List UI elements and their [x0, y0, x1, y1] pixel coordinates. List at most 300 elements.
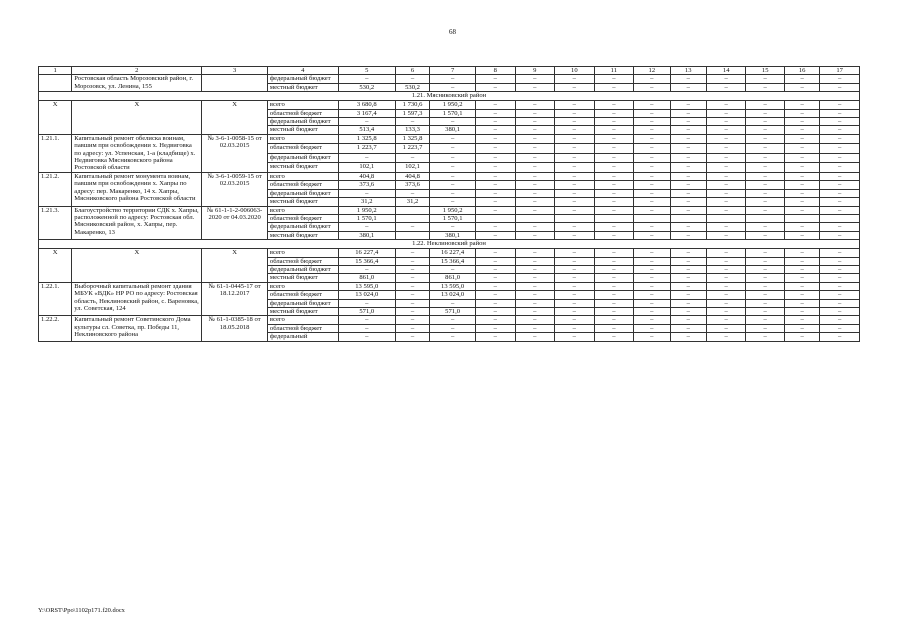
amount-cell: – — [820, 206, 860, 214]
amount-cell: – — [820, 144, 860, 154]
table-row — [39, 101, 860, 109]
amount-cell: – — [706, 83, 746, 91]
amount-cell: – — [706, 144, 746, 154]
amount-cell: – — [555, 333, 595, 341]
amount-cell: – — [820, 249, 860, 257]
amount-cell: – — [820, 153, 860, 163]
summary-marker: Х — [202, 249, 268, 283]
amount-cell: 102,1 — [338, 163, 395, 173]
amount-cell: – — [670, 118, 706, 126]
amount-cell: – — [555, 249, 595, 257]
amount-cell: – — [395, 118, 429, 126]
amount-cell: – — [555, 198, 595, 206]
amount-cell: – — [784, 109, 819, 117]
amount-cell: – — [555, 274, 595, 282]
amount-cell: – — [706, 299, 746, 307]
amount-cell: – — [820, 231, 860, 239]
amount-cell: – — [515, 257, 555, 265]
amount-cell: 380,1 — [430, 231, 476, 239]
column-number-header: 3 — [202, 67, 268, 75]
amount-cell: – — [555, 75, 595, 83]
amount-cell: – — [634, 109, 670, 117]
amount-cell: – — [670, 333, 706, 341]
amount-cell: – — [634, 231, 670, 239]
summary-marker: Х — [72, 249, 202, 283]
amount-cell: – — [395, 307, 429, 315]
amount-cell: – — [475, 282, 515, 290]
amount-cell: – — [746, 274, 785, 282]
amount-cell: – — [670, 126, 706, 134]
amount-cell: 15 366,4 — [338, 257, 395, 265]
object-description: Капитальный ремонт монумента воинам, павшим при освобождении х. Хапры по адресу: пер. Макаренко, 14 х. Хапры, Мясниковского района Ростовской области — [72, 172, 202, 206]
amount-cell: – — [594, 324, 634, 332]
amount-cell: – — [475, 172, 515, 180]
amount-cell — [594, 214, 634, 222]
amount-cell: – — [475, 274, 515, 282]
table-row — [39, 134, 860, 144]
summary-marker: Х — [202, 101, 268, 135]
amount-cell: 380,1 — [430, 126, 476, 134]
amount-cell: – — [746, 333, 785, 341]
amount-cell: – — [670, 163, 706, 173]
amount-cell: – — [475, 206, 515, 214]
document-number: № 61-1-0385-18 от 18.05.2018 — [202, 316, 268, 341]
amount-cell: – — [670, 181, 706, 189]
amount-cell: – — [594, 198, 634, 206]
amount-cell: – — [555, 118, 595, 126]
amount-cell: – — [746, 231, 785, 239]
amount-cell: – — [706, 101, 746, 109]
table-row — [39, 172, 860, 180]
amount-cell: – — [515, 307, 555, 315]
amount-cell: – — [475, 324, 515, 332]
amount-cell: – — [746, 163, 785, 173]
amount-cell: – — [475, 231, 515, 239]
amount-cell: 13 595,0 — [430, 282, 476, 290]
budget-type-label: областной бюджет — [267, 144, 338, 154]
budget-type-label: областной бюджет — [267, 257, 338, 265]
amount-cell: – — [515, 75, 555, 83]
amount-cell: – — [395, 316, 429, 324]
amount-cell: – — [670, 189, 706, 197]
amount-cell: – — [338, 75, 395, 83]
budget-type-label: областной бюджет — [267, 214, 338, 222]
amount-cell: – — [594, 265, 634, 273]
column-number-header: 17 — [820, 67, 860, 75]
amount-cell: – — [555, 126, 595, 134]
amount-cell: 1 223,7 — [395, 144, 429, 154]
amount-cell: – — [594, 206, 634, 214]
amount-cell: – — [430, 299, 476, 307]
amount-cell: 31,2 — [338, 198, 395, 206]
amount-cell: – — [706, 324, 746, 332]
amount-cell: – — [515, 118, 555, 126]
amount-cell: – — [634, 265, 670, 273]
amount-cell: – — [430, 118, 476, 126]
column-number-header: 10 — [555, 67, 595, 75]
amount-cell: – — [706, 134, 746, 144]
amount-cell: – — [634, 118, 670, 126]
amount-cell: – — [594, 163, 634, 173]
amount-cell: – — [746, 198, 785, 206]
budget-type-label: всего — [267, 172, 338, 180]
amount-cell: – — [784, 153, 819, 163]
amount-cell: – — [475, 126, 515, 134]
budget-type-label: всего — [267, 134, 338, 144]
amount-cell: 530,2 — [338, 83, 395, 91]
section-heading-row — [39, 240, 860, 249]
amount-cell: – — [670, 231, 706, 239]
column-number-header: 14 — [706, 67, 746, 75]
amount-cell: – — [634, 257, 670, 265]
amount-cell: – — [475, 249, 515, 257]
amount-cell: – — [706, 316, 746, 324]
amount-cell: – — [515, 291, 555, 299]
amount-cell — [820, 214, 860, 222]
file-path-footer: Y:\ORST\Ppo\1102p171.f20.docx — [38, 607, 125, 614]
amount-cell: – — [746, 299, 785, 307]
amount-cell: – — [670, 223, 706, 231]
budget-type-label: всего — [267, 101, 338, 109]
amount-cell: – — [430, 172, 476, 180]
amount-cell: – — [746, 126, 785, 134]
amount-cell: – — [784, 134, 819, 144]
amount-cell: – — [395, 265, 429, 273]
amount-cell: – — [634, 206, 670, 214]
amount-cell: 15 366,4 — [430, 257, 476, 265]
budget-type-label: федеральный бюджет — [267, 265, 338, 273]
amount-cell: – — [475, 118, 515, 126]
amount-cell: – — [594, 307, 634, 315]
amount-cell: – — [634, 324, 670, 332]
amount-cell: – — [515, 333, 555, 341]
amount-cell: – — [515, 181, 555, 189]
table-row — [39, 316, 860, 324]
amount-cell: – — [430, 134, 476, 144]
amount-cell: 530,2 — [395, 83, 429, 91]
amount-cell: – — [515, 274, 555, 282]
amount-cell: – — [515, 231, 555, 239]
amount-cell: – — [670, 198, 706, 206]
column-number-header: 4 — [267, 67, 338, 75]
column-number-header: 9 — [515, 67, 555, 75]
amount-cell: – — [706, 198, 746, 206]
amount-cell: – — [555, 316, 595, 324]
budget-type-label: областной бюджет — [267, 109, 338, 117]
amount-cell: – — [515, 163, 555, 173]
budget-type-label: федеральный бюджет — [267, 223, 338, 231]
amount-cell: – — [820, 109, 860, 117]
amount-cell: – — [594, 101, 634, 109]
summary-marker: Х — [72, 101, 202, 135]
budget-type-label: федеральный бюджет — [267, 153, 338, 163]
column-number-header: 11 — [594, 67, 634, 75]
amount-cell: – — [634, 83, 670, 91]
item-number: 1.22.2. — [39, 316, 72, 341]
amount-cell: – — [555, 291, 595, 299]
amount-cell: 16 227,4 — [338, 249, 395, 257]
object-description: Благоустройство территории СДК х. Хапры, расположенной по адресу: Ростовская обл. Мясниковский район, х. Хапры, пер. Макаренко, 13 — [72, 206, 202, 240]
amount-cell: – — [820, 257, 860, 265]
amount-cell — [746, 214, 785, 222]
amount-cell: 861,0 — [430, 274, 476, 282]
amount-cell: 1 950,2 — [430, 206, 476, 214]
column-number-header: 12 — [634, 67, 670, 75]
table-row — [39, 75, 860, 83]
document-number: № 61-1-1-2-006063-2020 от 04.03.2020 — [202, 206, 268, 240]
amount-cell: – — [430, 83, 476, 91]
budget-type-label: всего — [267, 282, 338, 290]
amount-cell: – — [475, 265, 515, 273]
amount-cell: – — [338, 316, 395, 324]
amount-cell: 3 167,4 — [338, 109, 395, 117]
amount-cell: – — [475, 189, 515, 197]
column-number-header: 1 — [39, 67, 72, 75]
amount-cell: – — [670, 282, 706, 290]
amount-cell: – — [746, 249, 785, 257]
amount-cell: – — [338, 333, 395, 341]
budget-type-label: областной бюджет — [267, 324, 338, 332]
amount-cell: – — [594, 316, 634, 324]
table-row — [39, 206, 860, 214]
amount-cell: – — [594, 274, 634, 282]
amount-cell: – — [555, 181, 595, 189]
amount-cell: – — [706, 153, 746, 163]
amount-cell: 1 950,2 — [338, 206, 395, 214]
amount-cell: – — [634, 163, 670, 173]
amount-cell: – — [784, 257, 819, 265]
item-number: 1.22.1. — [39, 282, 72, 316]
amount-cell: – — [706, 307, 746, 315]
amount-cell: – — [746, 134, 785, 144]
amount-cell: 404,8 — [395, 172, 429, 180]
budget-type-label: областной бюджет — [267, 291, 338, 299]
amount-cell: – — [395, 324, 429, 332]
amount-cell: – — [475, 153, 515, 163]
amount-cell: – — [706, 249, 746, 257]
amount-cell — [706, 214, 746, 222]
amount-cell: – — [784, 231, 819, 239]
amount-cell: – — [555, 172, 595, 180]
amount-cell: – — [338, 118, 395, 126]
amount-cell: – — [594, 299, 634, 307]
amount-cell: – — [594, 118, 634, 126]
amount-cell: – — [555, 83, 595, 91]
amount-cell: – — [634, 307, 670, 315]
amount-cell: – — [475, 307, 515, 315]
amount-cell: – — [634, 126, 670, 134]
amount-cell: 1 597,3 — [395, 109, 429, 117]
amount-cell: – — [634, 316, 670, 324]
section-title: 1.21. Мясниковский район — [39, 92, 860, 101]
budget-type-label: местный бюджет — [267, 126, 338, 134]
amount-cell: – — [594, 144, 634, 154]
amount-cell: – — [670, 134, 706, 144]
amount-cell: – — [746, 206, 785, 214]
amount-cell: – — [670, 153, 706, 163]
amount-cell: – — [820, 134, 860, 144]
amount-cell: 1 325,8 — [395, 134, 429, 144]
amount-cell: – — [820, 83, 860, 91]
amount-cell: – — [706, 291, 746, 299]
amount-cell: – — [430, 189, 476, 197]
amount-cell: – — [820, 282, 860, 290]
amount-cell: – — [594, 189, 634, 197]
amount-cell: – — [555, 231, 595, 239]
amount-cell: – — [555, 265, 595, 273]
amount-cell: – — [784, 172, 819, 180]
amount-cell: – — [784, 75, 819, 83]
amount-cell: – — [515, 83, 555, 91]
amount-cell: – — [670, 249, 706, 257]
amount-cell: – — [475, 144, 515, 154]
amount-cell: – — [515, 101, 555, 109]
amount-cell: – — [430, 324, 476, 332]
amount-cell: – — [820, 307, 860, 315]
amount-cell: – — [706, 257, 746, 265]
amount-cell: – — [594, 172, 634, 180]
amount-cell: – — [746, 181, 785, 189]
amount-cell: – — [746, 153, 785, 163]
amount-cell: – — [475, 101, 515, 109]
amount-cell: – — [746, 144, 785, 154]
amount-cell: – — [670, 274, 706, 282]
amount-cell: – — [555, 101, 595, 109]
amount-cell: – — [475, 257, 515, 265]
amount-cell: – — [820, 172, 860, 180]
amount-cell: – — [670, 299, 706, 307]
amount-cell: – — [820, 316, 860, 324]
amount-cell: – — [634, 101, 670, 109]
amount-cell: – — [784, 316, 819, 324]
amount-cell: 571,0 — [338, 307, 395, 315]
amount-cell: – — [594, 153, 634, 163]
amount-cell: – — [784, 282, 819, 290]
amount-cell: – — [784, 223, 819, 231]
amount-cell: – — [784, 181, 819, 189]
amount-cell: – — [395, 333, 429, 341]
amount-cell: 1 570,1 — [430, 214, 476, 222]
amount-cell: – — [430, 333, 476, 341]
amount-cell: – — [784, 324, 819, 332]
table-row — [39, 249, 860, 257]
column-number-header: 7 — [430, 67, 476, 75]
amount-cell: – — [515, 265, 555, 273]
amount-cell: – — [634, 153, 670, 163]
amount-cell: – — [820, 181, 860, 189]
amount-cell: – — [594, 126, 634, 134]
amount-cell: 1 730,6 — [395, 101, 429, 109]
amount-cell: – — [784, 118, 819, 126]
document-number: № 3-6-1-0058-15 от 02.03.2015 — [202, 134, 268, 172]
amount-cell: – — [475, 181, 515, 189]
amount-cell: – — [746, 189, 785, 197]
amount-cell: – — [784, 274, 819, 282]
amount-cell: – — [555, 153, 595, 163]
amount-cell: – — [820, 324, 860, 332]
amount-cell: – — [820, 198, 860, 206]
amount-cell: – — [395, 153, 429, 163]
amount-cell: – — [430, 144, 476, 154]
amount-cell: – — [784, 126, 819, 134]
amount-cell: – — [634, 198, 670, 206]
amount-cell: – — [634, 249, 670, 257]
amount-cell: – — [634, 134, 670, 144]
amount-cell: – — [515, 189, 555, 197]
amount-cell: – — [338, 223, 395, 231]
amount-cell: – — [784, 307, 819, 315]
amount-cell: – — [515, 198, 555, 206]
amount-cell: – — [430, 153, 476, 163]
amount-cell: – — [555, 282, 595, 290]
amount-cell: 380,1 — [338, 231, 395, 239]
amount-cell: – — [634, 291, 670, 299]
amount-cell: – — [706, 172, 746, 180]
amount-cell: – — [555, 299, 595, 307]
amount-cell: 1 950,2 — [430, 101, 476, 109]
amount-cell: 102,1 — [395, 163, 429, 173]
amount-cell: – — [515, 144, 555, 154]
amount-cell: – — [395, 223, 429, 231]
amount-cell: – — [784, 265, 819, 273]
amount-cell: – — [475, 316, 515, 324]
amount-cell: – — [820, 101, 860, 109]
amount-cell: – — [515, 316, 555, 324]
amount-cell: – — [395, 274, 429, 282]
amount-cell: – — [475, 109, 515, 117]
budget-type-label: всего — [267, 316, 338, 324]
amount-cell: – — [594, 257, 634, 265]
object-description: Капитальный ремонт Советинского Дома культуры сл. Советка, пр. Победы 11, Неклиновского района — [72, 316, 202, 341]
column-number-header: 8 — [475, 67, 515, 75]
amount-cell: – — [430, 223, 476, 231]
amount-cell: – — [706, 163, 746, 173]
amount-cell — [670, 214, 706, 222]
amount-cell — [395, 231, 429, 239]
budget-table — [38, 66, 860, 342]
amount-cell: 31,2 — [395, 198, 429, 206]
column-number-header: 16 — [784, 67, 819, 75]
amount-cell: – — [746, 282, 785, 290]
amount-cell: – — [634, 144, 670, 154]
amount-cell: – — [475, 291, 515, 299]
amount-cell: – — [555, 144, 595, 154]
amount-cell: – — [670, 291, 706, 299]
document-number: № 3-6-1-0059-15 от 02.03.2015 — [202, 172, 268, 206]
amount-cell: – — [820, 163, 860, 173]
amount-cell: – — [820, 265, 860, 273]
amount-cell: – — [555, 206, 595, 214]
amount-cell: – — [594, 83, 634, 91]
amount-cell: 373,6 — [338, 181, 395, 189]
amount-cell: – — [594, 282, 634, 290]
budget-type-label: местный бюджет — [267, 274, 338, 282]
amount-cell: – — [475, 75, 515, 83]
amount-cell: – — [634, 274, 670, 282]
budget-type-label: местный бюджет — [267, 231, 338, 239]
amount-cell: – — [338, 324, 395, 332]
budget-type-label: местный бюджет — [267, 83, 338, 91]
amount-cell: – — [395, 291, 429, 299]
amount-cell: – — [395, 249, 429, 257]
amount-cell: – — [430, 75, 476, 83]
amount-cell: – — [430, 265, 476, 273]
budget-type-label: федеральный бюджет — [267, 75, 338, 83]
amount-cell: – — [820, 223, 860, 231]
amount-cell: – — [746, 83, 785, 91]
budget-type-label: местный бюджет — [267, 198, 338, 206]
document-number: № 61-1-0445-17 от 18.12.2017 — [202, 282, 268, 316]
